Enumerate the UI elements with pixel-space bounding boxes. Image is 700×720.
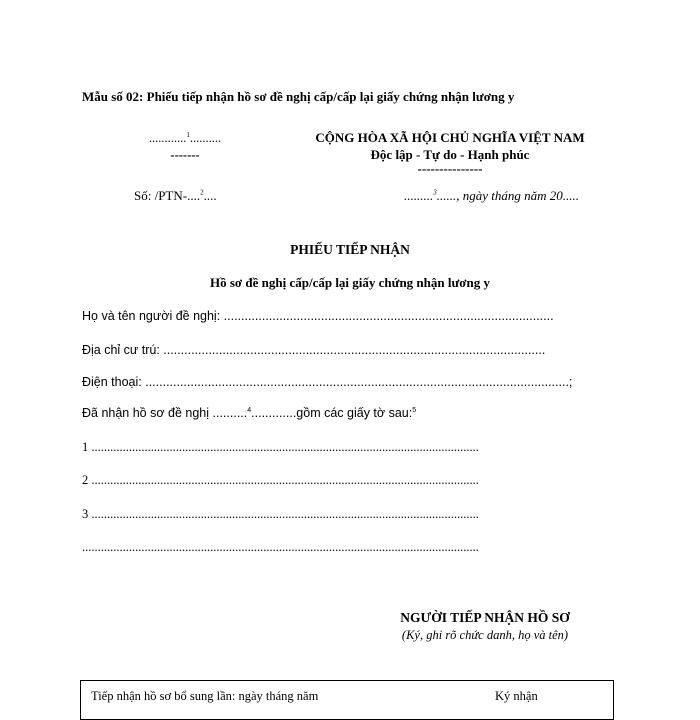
- page-subtitle: Hồ sơ đề nghị cấp/cấp lại giấy chứng nhận lương y: [210, 275, 490, 290]
- motto-divider: ---------------: [417, 161, 483, 176]
- document-item-1: 1 ............................................................................................................................: [82, 440, 479, 454]
- country-name: CỘNG HÒA XÃ HỘI CHỦ NGHĨA VIỆT NAM: [315, 130, 585, 145]
- receiver-title: NGƯỜI TIẾP NHẬN HỒ SƠ: [400, 610, 570, 625]
- agency-header: [140, 131, 230, 163]
- page-title: PHIẾU TIẾP NHẬN: [290, 242, 410, 257]
- document-date: .........$^3$......, ngày tháng năm 20.....: [404, 188, 580, 203]
- receiver-sign-note: (Ký, ghi rõ chức danh, họ và tên): [401, 628, 569, 642]
- document-item-extra: ...............................................................................................................................: [82, 540, 479, 554]
- agency-name-blank: ............$^1$..........: [148, 130, 222, 145]
- national-header: [300, 129, 600, 175]
- applicant-name-field: Họ và tên người đề nghị: ...............................................................................................: [82, 309, 554, 323]
- document-item-3: 3 ............................................................................................................................: [82, 507, 479, 521]
- document-number: Số: /PTN-....$^2$....: [134, 188, 217, 203]
- supplement-sign-label: Ký nhận: [495, 689, 538, 703]
- form-title: Mẫu số 02: Phiếu tiếp nhận hồ sơ đề nghị cấp/cấp lại giấy chứng nhận lương y: [82, 89, 515, 104]
- received-documents-field: Đã nhận hồ sơ đề nghị ..........$^4$.............gồm các giấy tờ sau:$^5$: [82, 406, 417, 420]
- agency-divider: -------: [170, 148, 200, 162]
- national-motto: Độc lập - Tự do - Hạnh phúc: [370, 147, 530, 162]
- address-field: Địa chỉ cư trú: ..............................................................................................................: [82, 343, 546, 357]
- supplement-box: [80, 680, 614, 720]
- supplement-line: Tiếp nhận hồ sơ bổ sung lần: ngày tháng năm: [91, 689, 319, 703]
- phone-field: Điện thoại: ..........................................................................................................................;: [82, 375, 573, 389]
- document-item-2: 2 ............................................................................................................................: [82, 473, 479, 487]
